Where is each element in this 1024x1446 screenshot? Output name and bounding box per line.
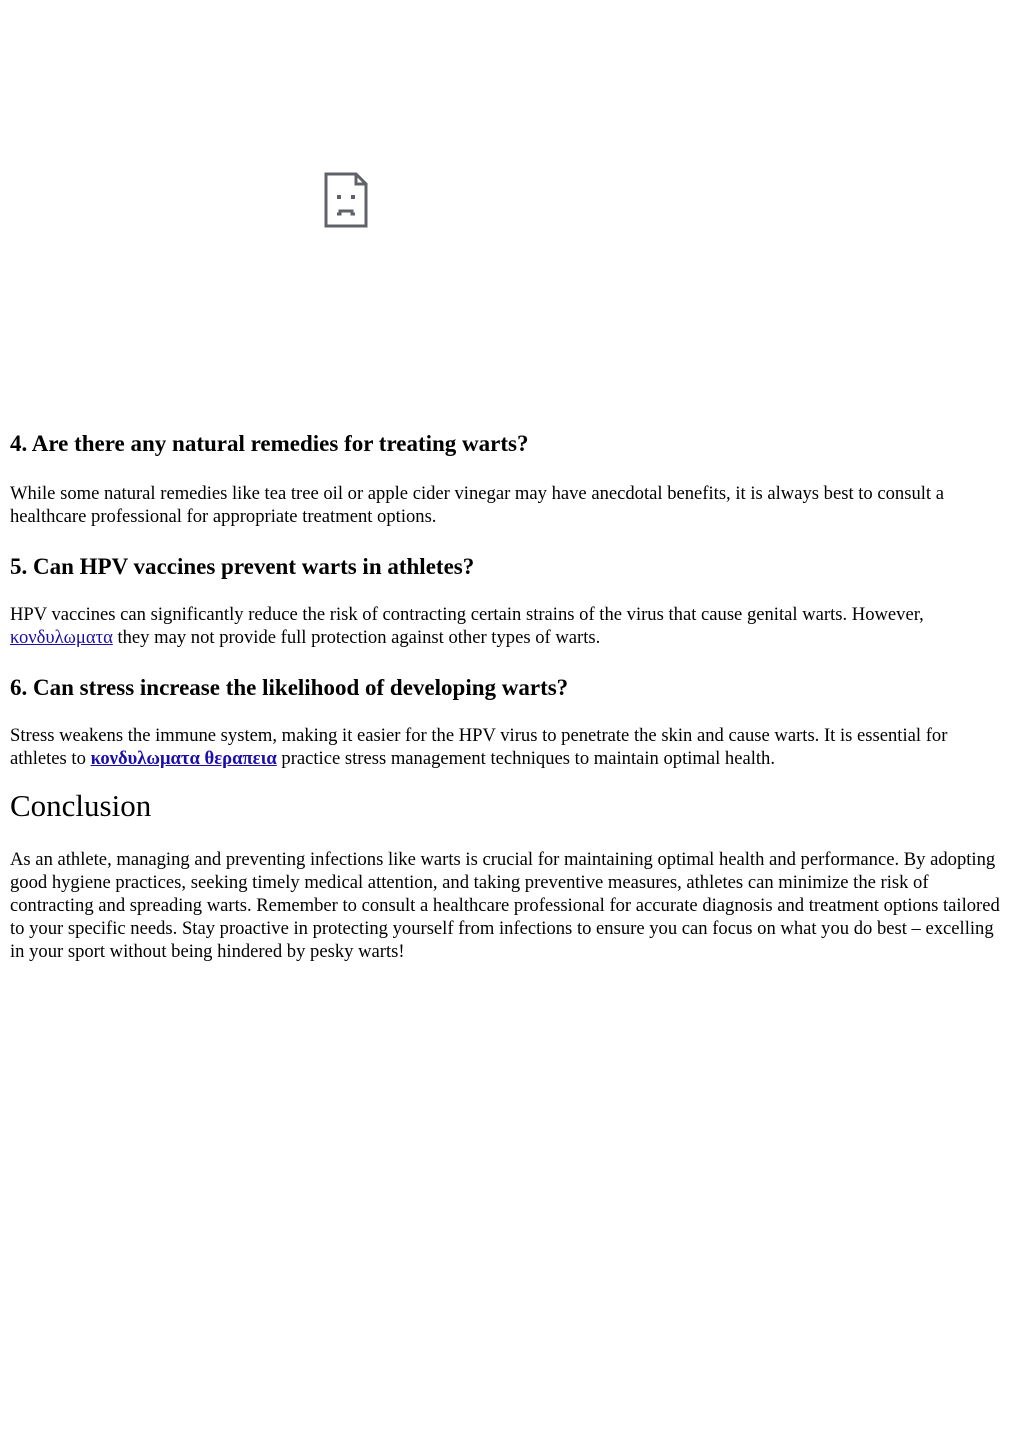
broken-image-icon [318,168,374,232]
conclusion-text: As an athlete, managing and preventing infections like warts is crucial for maintaining optimal health and performance. By adopting good hygiene practices, seeking timely medical attention, and taking preventive measures, athletes can minimize the risk of contracting and spreading warts. Remember to consult a healthcare professional for accurate diagnosis and treatment options tailored to your specific needs. Stay proactive in protecting yourself from infections to ensure you can focus on what you do best – excelling in your sport without being hindered by pesky warts! [10,849,1000,962]
faq-5-text-before: HPV vaccines can significantly reduce the risk of contracting certain strains of the virus that cause genital warts. However, [10,604,924,625]
faq-5-title: 5. Can HPV vaccines prevent warts in athletes? [10,554,475,579]
faq-5-text-after: they may not provide full protection against other types of warts. [112,627,601,648]
article-content [10,430,1005,963]
faq-5-answer [10,603,1005,649]
faq-4-answer: While some natural remedies like tea tree oil or apple cider vinegar may have anecdotal benefits, it is always best to consult a healthcare professional for appropriate treatment options. [10,483,944,527]
faq-6-title: 6. Can stress increase the likelihood of developing warts? [10,675,569,700]
broken-image [318,168,374,232]
kondylomata-link[interactable]: κονδυλωματα [10,627,113,648]
faq-6-answer [10,724,1005,770]
faq-6-text-after: practice stress management techniques to maintain optimal health. [276,748,776,769]
faq-4-title: 4. Are there any natural remedies for treating warts? [10,431,529,456]
faq-6-text-before: Stress weakens the immune system, making it easier for the HPV virus to penetrate the skin and cause warts. It is essential for athletes to [10,725,948,769]
conclusion-heading: Conclusion [10,788,152,823]
kondylomata-therapeia-link[interactable]: κονδυλωματα θεραπεια [90,748,277,769]
